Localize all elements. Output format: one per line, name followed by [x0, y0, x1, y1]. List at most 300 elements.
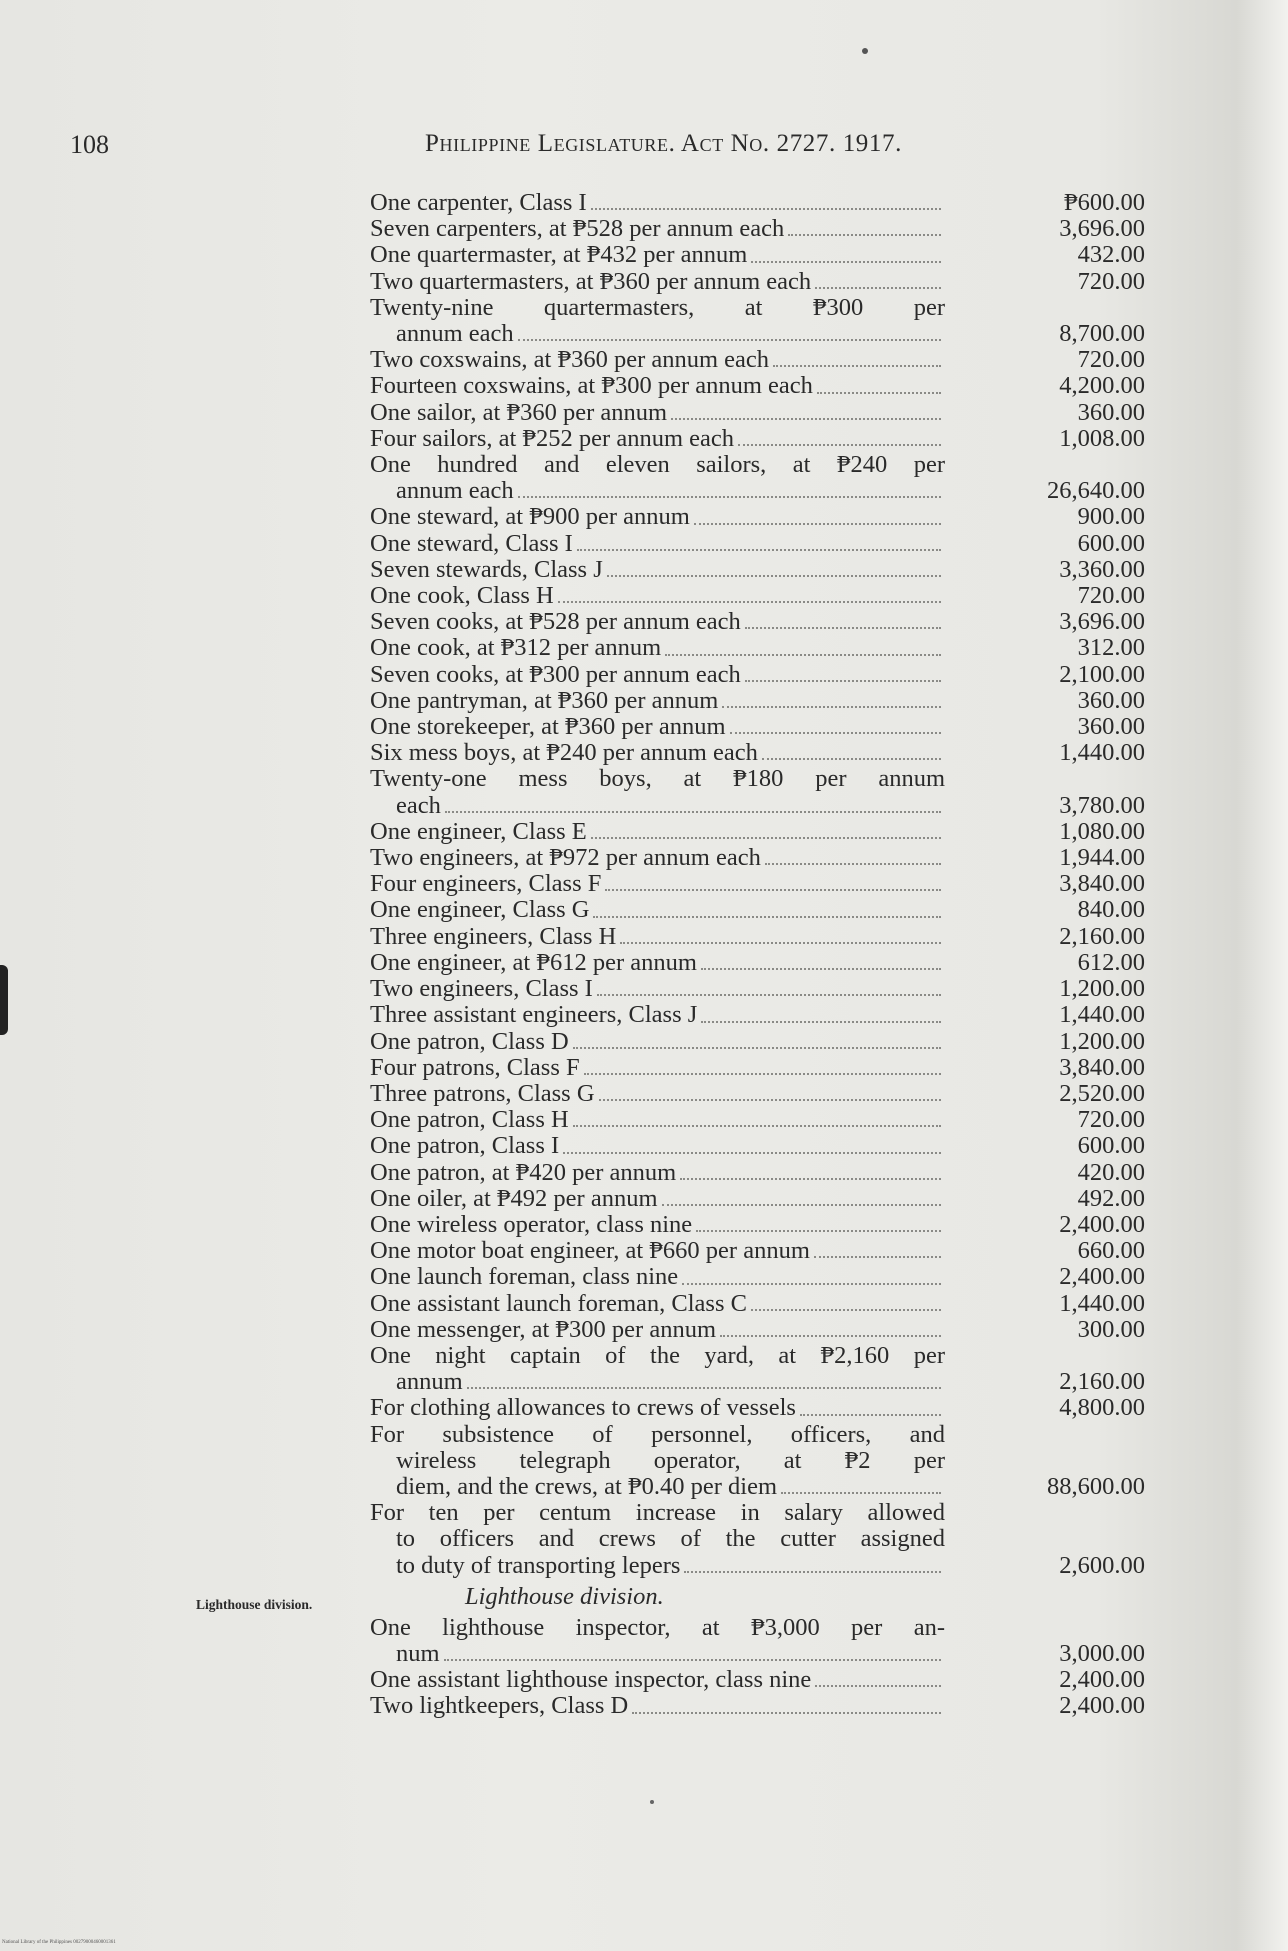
line-item: [370, 373, 1145, 399]
dot-leader: [781, 1492, 941, 1494]
description-text: annum each: [396, 477, 514, 505]
line-item-description: [370, 1002, 945, 1028]
description-text: One patron, at ₱420 per annum: [370, 1158, 677, 1186]
dot-leader: [573, 1125, 941, 1127]
line-item-description: [370, 1212, 945, 1238]
dot-leader: [444, 1659, 941, 1661]
line-item-amount: 3,000.00: [1059, 1639, 1145, 1667]
dot-leader: [591, 208, 941, 210]
description-line: [370, 766, 945, 792]
line-item-amount: 612.00: [1077, 948, 1145, 976]
description-line: [370, 1395, 945, 1421]
description-line: [370, 1055, 945, 1081]
line-item-amount: 4,200.00: [1059, 372, 1145, 400]
line-item-description: [370, 216, 945, 242]
binding-edge-mark: [0, 965, 8, 1035]
line-item-description: [370, 1081, 945, 1107]
dot-leader: [745, 627, 941, 629]
line-item-amount: 492.00: [1077, 1184, 1145, 1212]
line-item-amount: 1,200.00: [1059, 1027, 1145, 1055]
description-text: One steward, Class I: [370, 529, 573, 557]
line-item: [370, 924, 1145, 950]
description-line: [370, 1160, 945, 1186]
line-item: [370, 1238, 1145, 1264]
line-item: [370, 819, 1145, 845]
line-item: [370, 1186, 1145, 1212]
line-item-amount: 1,008.00: [1059, 424, 1145, 452]
line-item-description: [370, 1693, 945, 1719]
description-line: [370, 1317, 945, 1343]
line-item-amount: 4,800.00: [1059, 1394, 1145, 1422]
description-text: One assistant lighthouse inspector, class nine: [370, 1666, 812, 1694]
description-text: Three engineers, Class H: [370, 922, 617, 950]
line-item-description: [370, 1615, 945, 1667]
line-item-description: [370, 871, 945, 897]
dot-leader: [694, 523, 941, 525]
line-item: [370, 662, 1145, 688]
line-item-amount: 1,080.00: [1059, 817, 1145, 845]
line-item: [370, 897, 1145, 923]
description-line: [370, 950, 945, 976]
line-item-description: [370, 373, 945, 399]
line-item-description: [370, 1107, 945, 1133]
line-item-description: [370, 1395, 945, 1421]
dot-leader: [518, 339, 941, 341]
line-item-amount: 3,696.00: [1059, 215, 1145, 243]
line-item: [370, 1002, 1145, 1028]
description-text: One patron, Class I: [370, 1132, 560, 1160]
line-item-amount: 432.00: [1077, 241, 1145, 269]
line-item-amount: 2,160.00: [1059, 1368, 1145, 1396]
section-heading: Lighthouse division.: [465, 1582, 664, 1610]
description-text: For ten per centum increase in salary allowed: [370, 1499, 945, 1527]
page-number: 108: [70, 130, 109, 159]
entries: [370, 190, 1145, 1579]
description-line: [370, 1667, 945, 1693]
dot-leader: [817, 392, 941, 394]
description-line: [370, 1186, 945, 1212]
line-item-description: [370, 1055, 945, 1081]
description-text: Two engineers, at ₱972 per annum each: [370, 844, 761, 872]
dot-leader: [620, 942, 941, 944]
dot-leader: [730, 732, 941, 734]
dot-leader: [593, 916, 941, 918]
description-line: [370, 714, 945, 740]
dot-leader: [597, 994, 941, 996]
dot-leader: [518, 496, 941, 498]
description-text: Four engineers, Class F: [370, 870, 602, 898]
description-text: Seven cooks, at ₱300 per annum each: [370, 660, 741, 688]
line-item-amount: 3,840.00: [1059, 870, 1145, 898]
description-line: [370, 819, 945, 845]
dot-leader: [605, 889, 941, 891]
line-item: [370, 347, 1145, 373]
line-item: [370, 190, 1145, 216]
description-text: One engineer, at ₱612 per annum: [370, 948, 697, 976]
line-item: [370, 635, 1145, 661]
description-line: [370, 373, 945, 399]
dot-leader: [632, 1712, 941, 1714]
line-item: [370, 688, 1145, 714]
description-line: [370, 452, 945, 478]
line-item-amount: 600.00: [1077, 529, 1145, 557]
line-item: [370, 740, 1145, 766]
line-item-amount: 660.00: [1077, 1237, 1145, 1265]
description-line: [370, 1212, 945, 1238]
description-text: annum each: [396, 320, 514, 348]
line-item-description: [370, 924, 945, 950]
dot-leader: [607, 575, 941, 577]
footer-credit: National Library of the Philippines 00279000460001361: [2, 1940, 116, 1945]
description-text: to officers and crews of the cutter assigned: [396, 1525, 945, 1553]
description-text: One cook, Class H: [370, 582, 554, 610]
description-line: [370, 1448, 945, 1474]
line-item-description: [370, 635, 945, 661]
description-line: [370, 1641, 945, 1667]
dot-leader: [662, 1204, 941, 1206]
dot-leader: [599, 1099, 941, 1101]
line-item: [370, 557, 1145, 583]
line-item-description: [370, 662, 945, 688]
line-item: [370, 504, 1145, 530]
description-line: [370, 1291, 945, 1317]
description-text: One pantryman, at ₱360 per annum: [370, 686, 719, 714]
description-line: [370, 1107, 945, 1133]
description-line: [370, 897, 945, 923]
line-item: [370, 1343, 1145, 1395]
description-text: One wireless operator, class nine: [370, 1210, 693, 1238]
description-line: [370, 583, 945, 609]
line-item-description: [370, 347, 945, 373]
line-item-amount: 360.00: [1077, 686, 1145, 714]
line-item: [370, 1291, 1145, 1317]
description-text: One assistant launch foreman, Class C: [370, 1289, 747, 1317]
dot-leader: [445, 811, 941, 813]
line-item: [370, 609, 1145, 635]
line-item-amount: 2,400.00: [1059, 1666, 1145, 1694]
line-item-description: [370, 819, 945, 845]
line-item-description: [370, 190, 945, 216]
description-line: [370, 242, 945, 268]
line-item: [370, 766, 1145, 818]
line-item-amount: 3,696.00: [1059, 608, 1145, 636]
description-text: One quartermaster, at ₱432 per annum: [370, 241, 748, 269]
line-item-description: [370, 1500, 945, 1579]
line-item: [370, 452, 1145, 504]
line-item-amount: 360.00: [1077, 398, 1145, 426]
description-text: Seven cooks, at ₱528 per annum each: [370, 608, 741, 636]
description-text: each: [396, 791, 441, 819]
description-line: [370, 557, 945, 583]
description-text: diem, and the crews, at ₱0.40 per diem: [396, 1472, 778, 1500]
line-item-amount: 360.00: [1077, 713, 1145, 741]
line-item-description: [370, 609, 945, 635]
line-item: [370, 242, 1145, 268]
line-item-amount: 2,100.00: [1059, 660, 1145, 688]
description-line: [370, 478, 945, 504]
line-item-description: [370, 766, 945, 818]
description-text: Two engineers, Class I: [370, 975, 593, 1003]
line-item-description: [370, 1133, 945, 1159]
description-line: [370, 347, 945, 373]
line-item-amount: 1,440.00: [1059, 1289, 1145, 1317]
line-item-description: [370, 531, 945, 557]
description-line: [370, 924, 945, 950]
appropriation-list: [370, 190, 1145, 1720]
line-item-description: [370, 583, 945, 609]
description-text: Three patrons, Class G: [370, 1079, 595, 1107]
description-text: One patron, Class H: [370, 1106, 569, 1134]
dot-leader: [720, 1335, 941, 1337]
description-text: Twenty-nine quartermasters, at ₱300 per: [370, 293, 945, 321]
line-item-amount: 26,640.00: [1047, 477, 1145, 505]
description-text: One storekeeper, at ₱360 per annum: [370, 713, 726, 741]
description-line: [370, 400, 945, 426]
line-item: [370, 1160, 1145, 1186]
description-text: One hundred and eleven sailors, at ₱240 per: [370, 451, 945, 479]
dot-leader: [773, 365, 941, 367]
line-item-description: [370, 976, 945, 1002]
line-item-description: [370, 1238, 945, 1264]
line-item-amount: ₱600.00: [1063, 189, 1145, 216]
line-item: [370, 531, 1145, 557]
line-item: [370, 216, 1145, 242]
description-line: [370, 662, 945, 688]
dot-leader: [765, 863, 941, 865]
description-text: Twenty-one mess boys, at ₱180 per annum: [370, 765, 945, 793]
description-line: [370, 635, 945, 661]
dot-leader: [701, 968, 941, 970]
description-line: [370, 1369, 945, 1395]
line-item-description: [370, 452, 945, 504]
line-item-description: [370, 950, 945, 976]
line-item: [370, 845, 1145, 871]
line-item: [370, 269, 1145, 295]
speck-mark: [650, 1800, 654, 1804]
line-item-description: [370, 845, 945, 871]
description-text: Six mess boys, at ₱240 per annum each: [370, 739, 758, 767]
line-item: [370, 1055, 1145, 1081]
line-item: [370, 1422, 1145, 1501]
dot-leader: [814, 1256, 941, 1258]
description-text: Seven carpenters, at ₱528 per annum each: [370, 215, 785, 243]
line-item-description: [370, 1029, 945, 1055]
line-item-amount: 2,600.00: [1059, 1551, 1145, 1579]
line-item-description: [370, 504, 945, 530]
line-item-amount: 720.00: [1077, 1106, 1145, 1134]
description-line: [370, 845, 945, 871]
description-line: [370, 1133, 945, 1159]
line-item-description: [370, 269, 945, 295]
line-item: [370, 1693, 1145, 1719]
line-item: [370, 871, 1145, 897]
line-item-description: [370, 242, 945, 268]
line-item-amount: 2,400.00: [1059, 1263, 1145, 1291]
line-item-amount: 900.00: [1077, 503, 1145, 531]
line-item-amount: 1,200.00: [1059, 975, 1145, 1003]
line-item-description: [370, 1422, 945, 1501]
description-text: Two quartermasters, at ₱360 per annum each: [370, 267, 812, 295]
dot-leader: [738, 444, 941, 446]
description-line: [370, 531, 945, 557]
description-line: [370, 1238, 945, 1264]
description-text: Three assistant engineers, Class J: [370, 1001, 698, 1029]
dot-leader: [751, 1309, 941, 1311]
line-item: [370, 976, 1145, 1002]
dot-leader: [577, 549, 941, 551]
dot-leader: [671, 418, 941, 420]
description-text: For subsistence of personnel, officers, and: [370, 1420, 945, 1448]
line-item: [370, 1107, 1145, 1133]
line-item-amount: 840.00: [1077, 896, 1145, 924]
description-text: One messenger, at ₱300 per annum: [370, 1315, 717, 1343]
line-item-amount: 3,840.00: [1059, 1053, 1145, 1081]
dot-leader: [815, 287, 941, 289]
margin-note: Lighthouse division.: [196, 1597, 313, 1612]
description-text: For clothing allowances to crews of vessels: [370, 1394, 796, 1422]
description-text: annum: [396, 1368, 463, 1396]
line-item-amount: 8,700.00: [1059, 320, 1145, 348]
line-item-amount: 300.00: [1077, 1315, 1145, 1343]
description-line: [370, 1002, 945, 1028]
line-item-description: [370, 897, 945, 923]
line-item-amount: 720.00: [1077, 346, 1145, 374]
description-line: [370, 216, 945, 242]
line-item-amount: 88,600.00: [1047, 1472, 1145, 1500]
description-line: [370, 1500, 945, 1526]
line-item-description: [370, 1160, 945, 1186]
description-line: [370, 1343, 945, 1369]
description-line: [370, 295, 945, 321]
line-item: [370, 714, 1145, 740]
dot-leader: [762, 758, 941, 760]
line-item: [370, 1395, 1145, 1421]
line-item: [370, 295, 1145, 347]
description-text: Two coxswains, at ₱360 per annum each: [370, 346, 770, 374]
line-item-amount: 2,400.00: [1059, 1692, 1145, 1720]
description-text: One lighthouse inspector, at ₱3,000 per an-: [370, 1613, 945, 1641]
description-text: Seven stewards, Class J: [370, 555, 603, 583]
description-line: [370, 1264, 945, 1290]
description-text: One motor boat engineer, at ₱660 per annum: [370, 1237, 810, 1265]
description-text: wireless telegraph operator, at ₱2 per: [396, 1446, 945, 1474]
dot-leader: [665, 654, 941, 656]
description-line: [370, 269, 945, 295]
section-heading-row: [370, 1579, 1145, 1615]
description-line: [370, 1029, 945, 1055]
description-line: [370, 1474, 945, 1500]
description-text: Two lightkeepers, Class D: [370, 1692, 629, 1720]
line-item-description: [370, 1291, 945, 1317]
description-text: One carpenter, Class I: [370, 189, 587, 216]
dot-leader: [745, 680, 941, 682]
description-line: [370, 504, 945, 530]
description-line: [370, 321, 945, 347]
description-text: One cook, at ₱312 per annum: [370, 634, 662, 662]
page-header: [0, 130, 1288, 170]
description-line: [370, 1081, 945, 1107]
description-text: Four patrons, Class F: [370, 1053, 580, 1081]
speck-mark: [862, 48, 868, 54]
line-item-amount: 1,944.00: [1059, 844, 1145, 872]
line-item-description: [370, 1317, 945, 1343]
line-item-description: [370, 714, 945, 740]
line-item-amount: 3,780.00: [1059, 791, 1145, 819]
line-item-amount: 600.00: [1077, 1132, 1145, 1160]
line-item-amount: 720.00: [1077, 582, 1145, 610]
line-item-amount: 420.00: [1077, 1158, 1145, 1186]
line-item: [370, 1212, 1145, 1238]
dot-leader: [751, 261, 941, 263]
line-item-description: [370, 740, 945, 766]
dot-leader: [696, 1230, 941, 1232]
line-item-amount: 2,160.00: [1059, 922, 1145, 950]
line-item-amount: 720.00: [1077, 267, 1145, 295]
line-item-amount: 2,400.00: [1059, 1210, 1145, 1238]
dot-leader: [680, 1178, 941, 1180]
dot-leader: [591, 837, 941, 839]
dot-leader: [722, 706, 941, 708]
line-item: [370, 426, 1145, 452]
dot-leader: [800, 1414, 941, 1416]
line-item-description: [370, 557, 945, 583]
dot-leader: [558, 601, 941, 603]
line-item-description: [370, 688, 945, 714]
description-text: Fourteen coxswains, at ₱300 per annum each: [370, 372, 813, 400]
line-item: [370, 1317, 1145, 1343]
line-item-amount: 2,520.00: [1059, 1079, 1145, 1107]
line-item-description: [370, 426, 945, 452]
description-text: One steward, at ₱900 per annum: [370, 503, 690, 531]
description-line: [370, 1553, 945, 1579]
description-line: [370, 1693, 945, 1719]
dot-leader: [815, 1685, 941, 1687]
line-item: [370, 583, 1145, 609]
description-line: [370, 1615, 945, 1641]
line-item-amount: 3,360.00: [1059, 555, 1145, 583]
dot-leader: [573, 1047, 941, 1049]
description-text: to duty of transporting lepers: [396, 1551, 681, 1579]
description-text: One engineer, Class E: [370, 817, 587, 845]
section-entries: [370, 1615, 1145, 1720]
line-item: [370, 1029, 1145, 1055]
line-item: [370, 950, 1145, 976]
line-item: [370, 1264, 1145, 1290]
description-line: [370, 190, 945, 216]
dot-leader: [563, 1152, 941, 1154]
line-item-amount: 1,440.00: [1059, 1001, 1145, 1029]
line-item-amount: 312.00: [1077, 634, 1145, 662]
dot-leader: [682, 1283, 941, 1285]
description-text: num: [396, 1639, 440, 1667]
line-item: [370, 400, 1145, 426]
description-line: [370, 871, 945, 897]
line-item: [370, 1081, 1145, 1107]
line-item-amount: 1,440.00: [1059, 739, 1145, 767]
description-text: One engineer, Class G: [370, 896, 590, 924]
description-line: [370, 1422, 945, 1448]
line-item-description: [370, 1186, 945, 1212]
line-item: [370, 1667, 1145, 1693]
line-item: [370, 1133, 1145, 1159]
dot-leader: [701, 1021, 941, 1023]
line-item-description: [370, 295, 945, 347]
dot-leader: [584, 1073, 941, 1075]
dot-leader: [788, 234, 941, 236]
line-item: [370, 1615, 1145, 1667]
running-head: Philippine Legislature. Act No. 2727. 1917.: [425, 130, 902, 157]
line-item-description: [370, 400, 945, 426]
